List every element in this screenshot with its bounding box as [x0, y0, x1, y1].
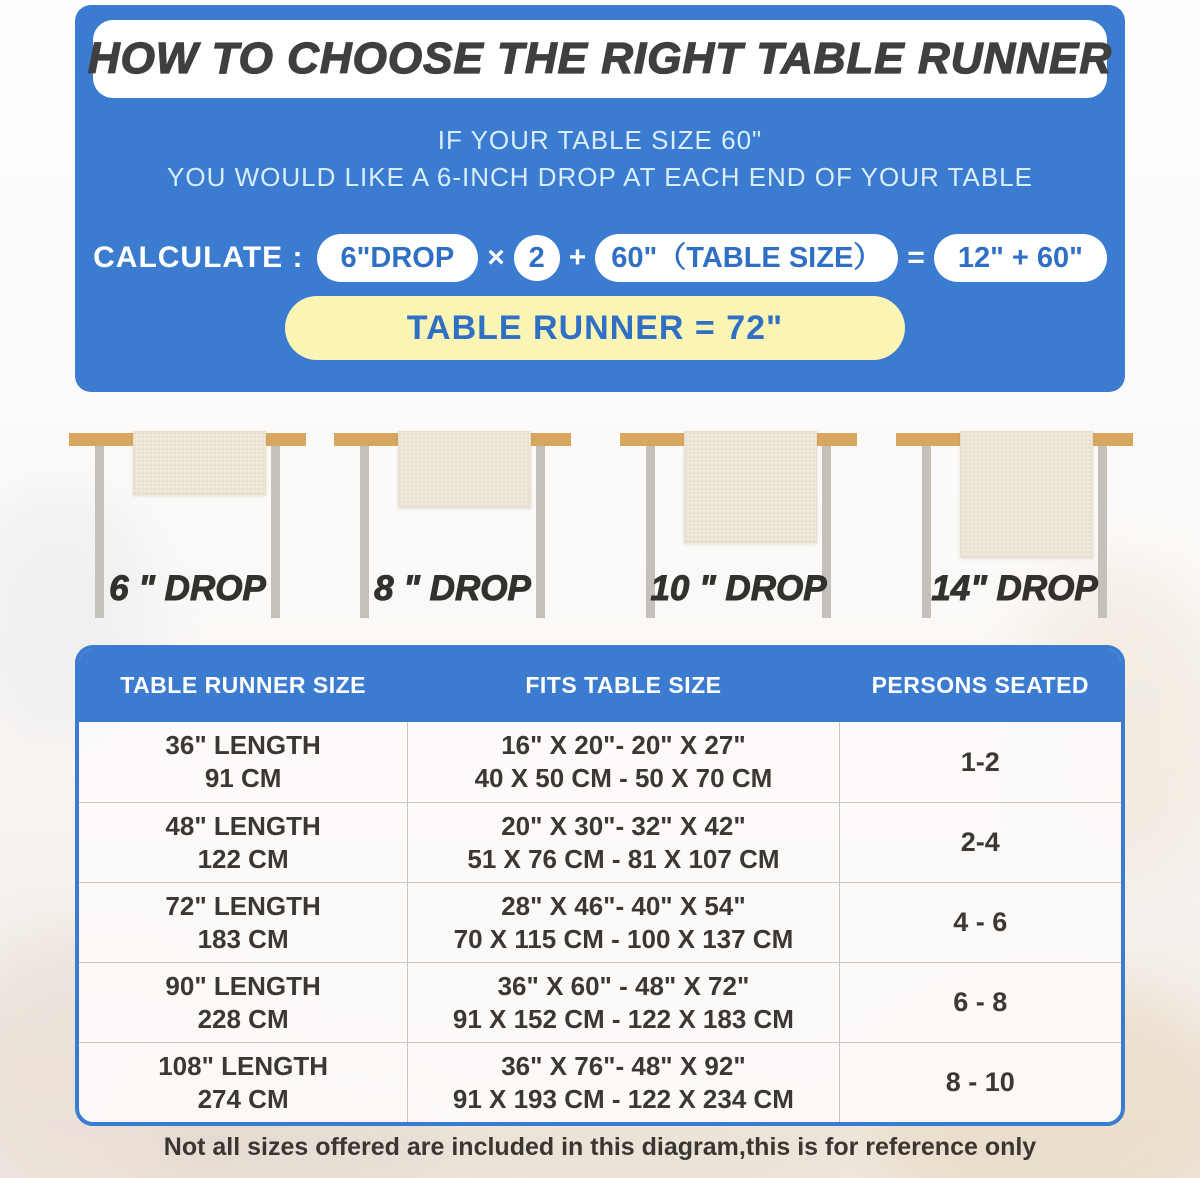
drop-label: 8 " DROP	[374, 569, 531, 608]
table-illustration-10in	[620, 431, 857, 646]
size-chart	[75, 645, 1125, 1126]
title-banner	[87, 20, 1113, 98]
result-pill: 12" + 60"	[934, 234, 1107, 282]
table-illustration-8in	[334, 431, 571, 646]
drop-label: 10 " DROP	[650, 569, 827, 608]
result-banner-text: TABLE RUNNER = 72"	[406, 308, 784, 347]
cell-runner-size: 36" LENGTH 91 CM	[165, 730, 321, 793]
table-size-pill: 60"（TABLE SIZE）	[595, 234, 898, 282]
cell-persons-seated: 1-2	[960, 746, 1000, 777]
subtitle-line1: IF YOUR TABLE SIZE 60"	[437, 125, 763, 155]
equals-sign: =	[907, 241, 925, 274]
cell-runner-size: 90" LENGTH 228 CM	[79, 962, 407, 1042]
drop-label: 14" DROP	[931, 569, 1098, 608]
drop-label: 6 " DROP	[109, 569, 266, 608]
size-chart-header	[79, 649, 1121, 722]
calculation-formula	[75, 234, 1125, 282]
cell-fits-table-size: 36" X 76"- 48" X 92" 91 X 193 CM - 122 X 234 CM	[407, 1042, 839, 1122]
table-runner	[960, 431, 1093, 558]
cell-fits-table-size: 28" X 46"- 40" X 54" 70 X 115 CM - 100 X 137 CM	[407, 882, 839, 962]
multiply-sign: ×	[487, 241, 505, 274]
cell-runner-size: 48" LENGTH 122 CM	[79, 802, 407, 882]
multiplier-circle: 2	[514, 235, 560, 281]
column-header-persons-seated: PERSONS SEATED	[871, 672, 1090, 698]
table-row	[79, 962, 1121, 1042]
table-runner	[684, 431, 817, 543]
table-row	[79, 1042, 1121, 1122]
cell-fits-table-size: 36" X 60" - 48" X 72" 91 X 152 CM - 122 X 183 CM	[407, 962, 839, 1042]
page-title: HOW TO CHOOSE THE RIGHT TABLE RUNNER	[87, 34, 1113, 83]
cell-persons-seated: 2-4	[840, 802, 1121, 882]
table-illustration-6in	[69, 431, 306, 646]
cell-runner-size: 72" LENGTH 183 CM	[79, 882, 407, 962]
column-header-fits-table-size: FITS TABLE SIZE	[525, 672, 722, 698]
cell-persons-seated: 4 - 6	[840, 882, 1121, 962]
cell-fits-table-size: 16" X 20"- 20" X 27" 40 X 50 CM - 50 X 70 CM	[407, 722, 839, 802]
cell-persons-seated: 6 - 8	[840, 962, 1121, 1042]
table-row	[79, 802, 1121, 882]
table-row	[79, 722, 1121, 802]
plus-sign: +	[568, 241, 587, 274]
top-panel	[75, 5, 1125, 392]
subtitle-line2: YOU WOULD LIKE A 6-INCH DROP AT EACH END OF YOUR TABLE	[167, 162, 1033, 192]
cell-persons-seated: 8 - 10	[840, 1042, 1121, 1122]
calculate-label: CALCULATE :	[93, 241, 304, 274]
table-illustration-14in	[896, 431, 1133, 646]
table-runner	[133, 431, 266, 495]
table-row	[79, 882, 1121, 962]
table-runner	[398, 431, 531, 508]
result-banner	[285, 296, 905, 360]
cell-fits-table-size: 20" X 30"- 32" X 42" 51 X 76 CM - 81 X 107 CM	[407, 802, 839, 882]
column-header-runner-size: TABLE RUNNER SIZE	[120, 672, 366, 698]
cell-runner-size: 108" LENGTH 274 CM	[79, 1042, 407, 1122]
drop-pill: 6"DROP	[317, 234, 479, 282]
footer-note: Not all sizes offered are included in this diagram,this is for reference only	[163, 1133, 1037, 1161]
